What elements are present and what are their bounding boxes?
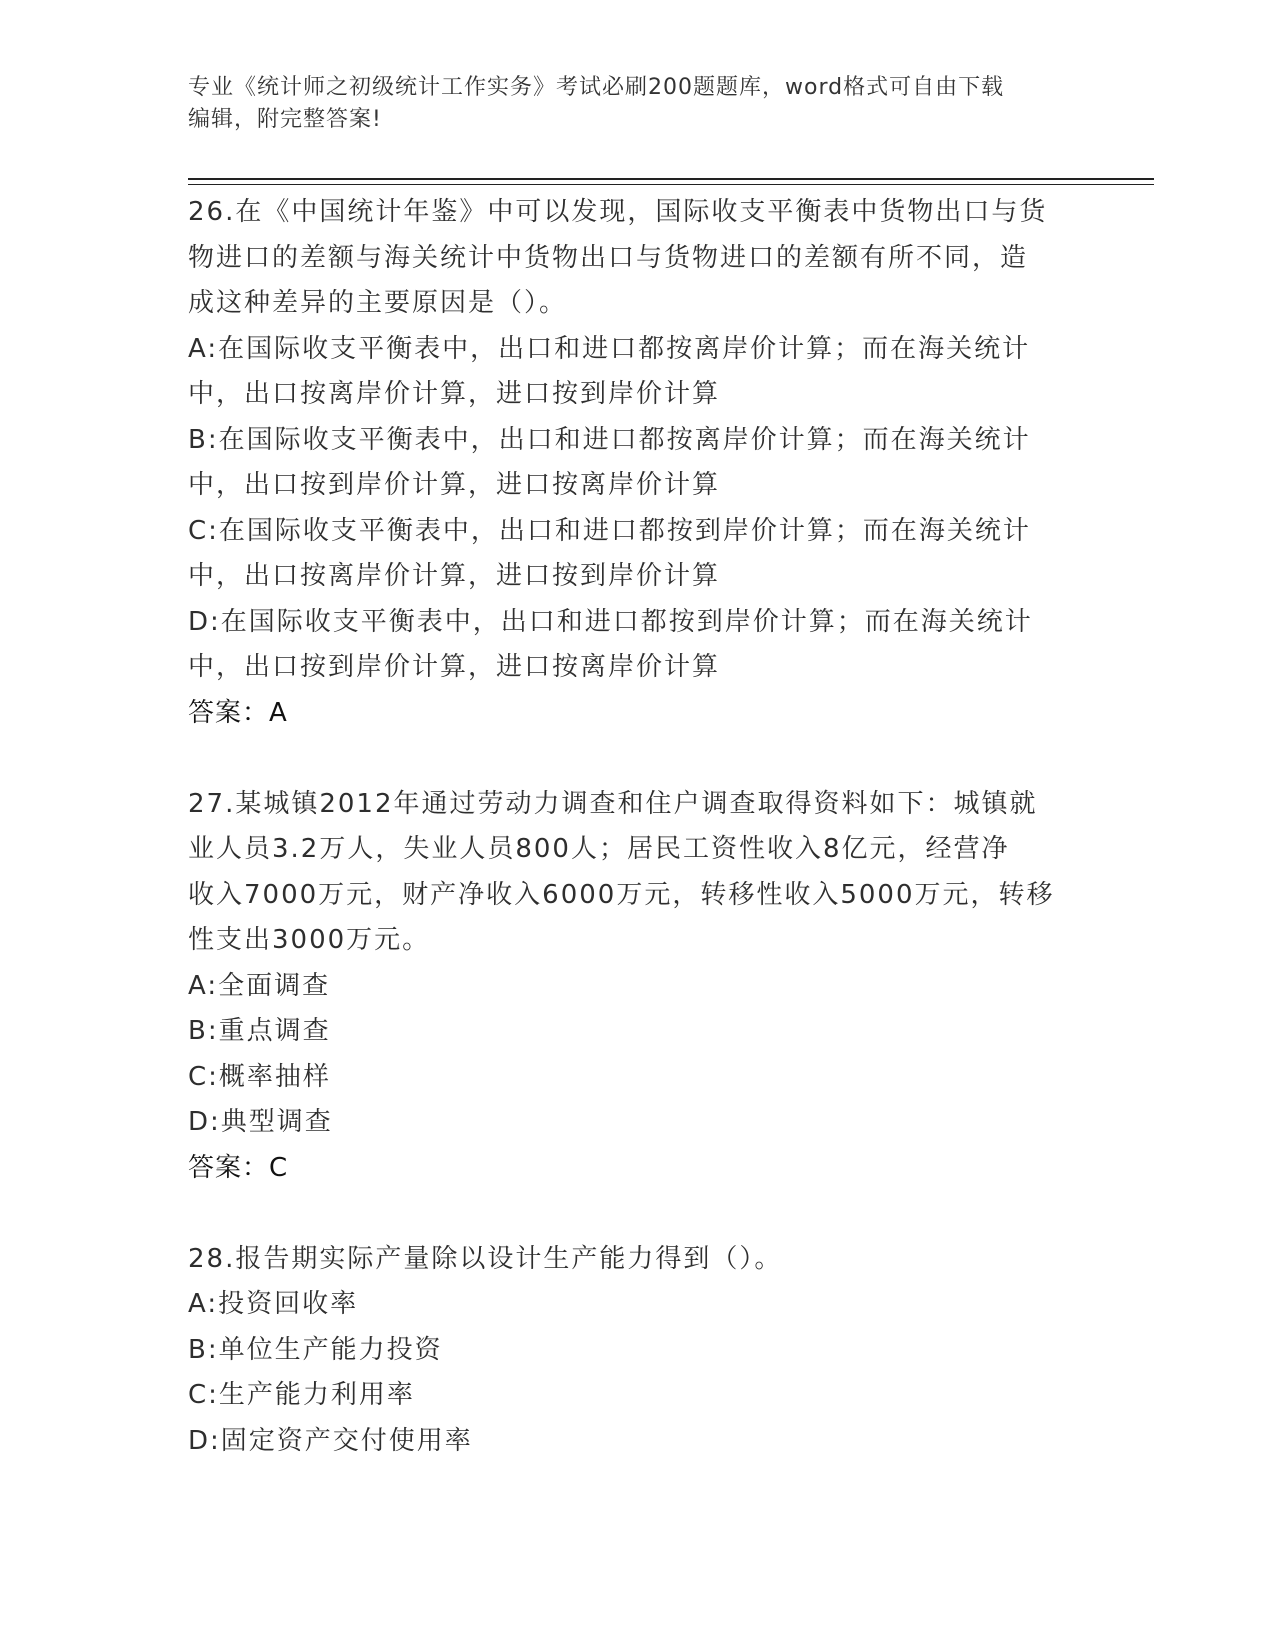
option-a-continued: 中，出口按离岸价计算，进口按到岸价计算	[188, 379, 721, 409]
question-stem-line: 27.某城镇2012年通过劳动力调查和住户调查取得资料如下：城镇就	[188, 788, 1038, 819]
option-c: C:概率抽样	[188, 1061, 331, 1092]
header-rule-thin	[188, 184, 1154, 185]
option-d: D:固定资产交付使用率	[188, 1425, 473, 1456]
question-27	[188, 782, 1088, 1192]
question-26	[188, 190, 1088, 736]
option-a: A:投资回收率	[188, 1289, 359, 1319]
question-stem-line: 26.在《中国统计年鉴》中可以发现，国际收支平衡表中货物出口与货	[188, 197, 1048, 227]
header-line-1: 专业《统计师之初级统计工作实务》考试必刷200题题库，word格式可自由下载	[188, 75, 1005, 100]
question-stem-line: 收入7000万元，财产净收入6000万元，转移性收入5000万元，转移	[188, 879, 1055, 910]
option-d: D:典型调查	[188, 1107, 333, 1137]
question-stem-line: 业人员3.2万人，失业人员800人；居民工资性收入8亿元，经营净	[188, 834, 1010, 864]
answer-label: 答案：A	[188, 697, 288, 728]
option-c-continued: 中，出口按离岸价计算，进口按到岸价计算	[188, 561, 721, 591]
question-list	[188, 190, 1088, 1464]
question-stem-line: 28.报告期实际产量除以设计生产能力得到（）。	[188, 1243, 783, 1274]
option-d: D:在国际收支平衡表中，出口和进口都按到岸价计算；而在海关统计	[188, 606, 1033, 637]
option-c: C:在国际收支平衡表中，出口和进口都按到岸价计算；而在海关统计	[188, 515, 1031, 546]
option-d-continued: 中，出口按到岸价计算，进口按离岸价计算	[188, 652, 721, 682]
question-spacer	[188, 736, 1088, 782]
header-line-2: 编辑，附完整答案!	[188, 107, 382, 132]
option-b: B:在国际收支平衡表中，出口和进口都按离岸价计算；而在海关统计	[188, 424, 1031, 455]
question-28	[188, 1237, 1088, 1465]
option-a: A:在国际收支平衡表中，出口和进口都按离岸价计算；而在海关统计	[188, 333, 1031, 364]
header-rule-thick	[188, 178, 1154, 180]
option-b: B:单位生产能力投资	[188, 1334, 443, 1365]
question-stem-line: 性支出3000万元。	[188, 925, 431, 955]
question-stem-line: 物进口的差额与海关统计中货物出口与货物进口的差额有所不同，造	[188, 242, 1029, 273]
question-spacer	[188, 1191, 1088, 1237]
option-a: A:全面调查	[188, 970, 331, 1001]
option-b-continued: 中，出口按到岸价计算，进口按离岸价计算	[188, 470, 721, 500]
answer-label: 答案：C	[188, 1152, 289, 1183]
option-b: B:重点调查	[188, 1016, 331, 1046]
document-header	[188, 72, 1088, 136]
question-stem-line: 成这种差异的主要原因是（）。	[188, 288, 568, 318]
option-c: C:生产能力利用率	[188, 1380, 415, 1410]
